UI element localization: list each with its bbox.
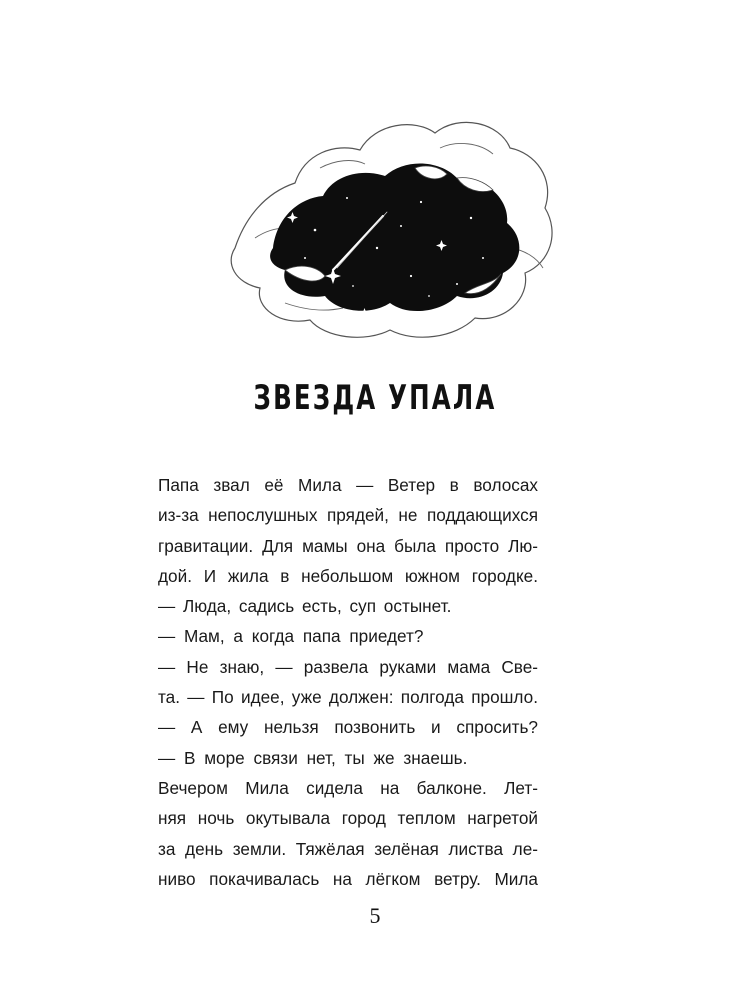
chapter-title: ЗВЕЗДА УПАЛА xyxy=(253,378,497,418)
text-line: — Не знаю, — развела руками мама Све- xyxy=(158,656,538,677)
text-line: та. — По идее, уже должен: полгода прошло. xyxy=(158,687,538,708)
text-line: няя ночь окутывала город теплом нагретой xyxy=(158,808,538,829)
night-sky-shooting-star-icon xyxy=(225,98,560,343)
text-line: — А ему нельзя позвонить и спросить? xyxy=(158,717,538,738)
text-line: — В море связи нет, ты же знаешь. xyxy=(158,747,468,768)
text-line: ниво покачивалась на лёгком ветру. Мила xyxy=(158,868,538,889)
body-text xyxy=(158,470,538,894)
text-line: — Люда, садись есть, суп остынет. xyxy=(158,596,452,617)
text-line: Вечером Мила сидела на балконе. Лет- xyxy=(158,777,538,798)
text-line: дой. И жила в небольшом южном городке. xyxy=(158,565,538,586)
text-line: — Мам, а когда папа приедет? xyxy=(158,626,424,647)
text-line: Папа звал её Мила — Ветер в волосах xyxy=(158,475,538,495)
text-line: из-за непослушных прядей, не поддающихся xyxy=(158,505,538,526)
text-line: гравитации. Для мамы она была просто Лю- xyxy=(158,535,538,556)
text-line: за день земли. Тяжёлая зелёная листва ле- xyxy=(158,838,538,859)
page-number: 5 xyxy=(369,903,381,928)
